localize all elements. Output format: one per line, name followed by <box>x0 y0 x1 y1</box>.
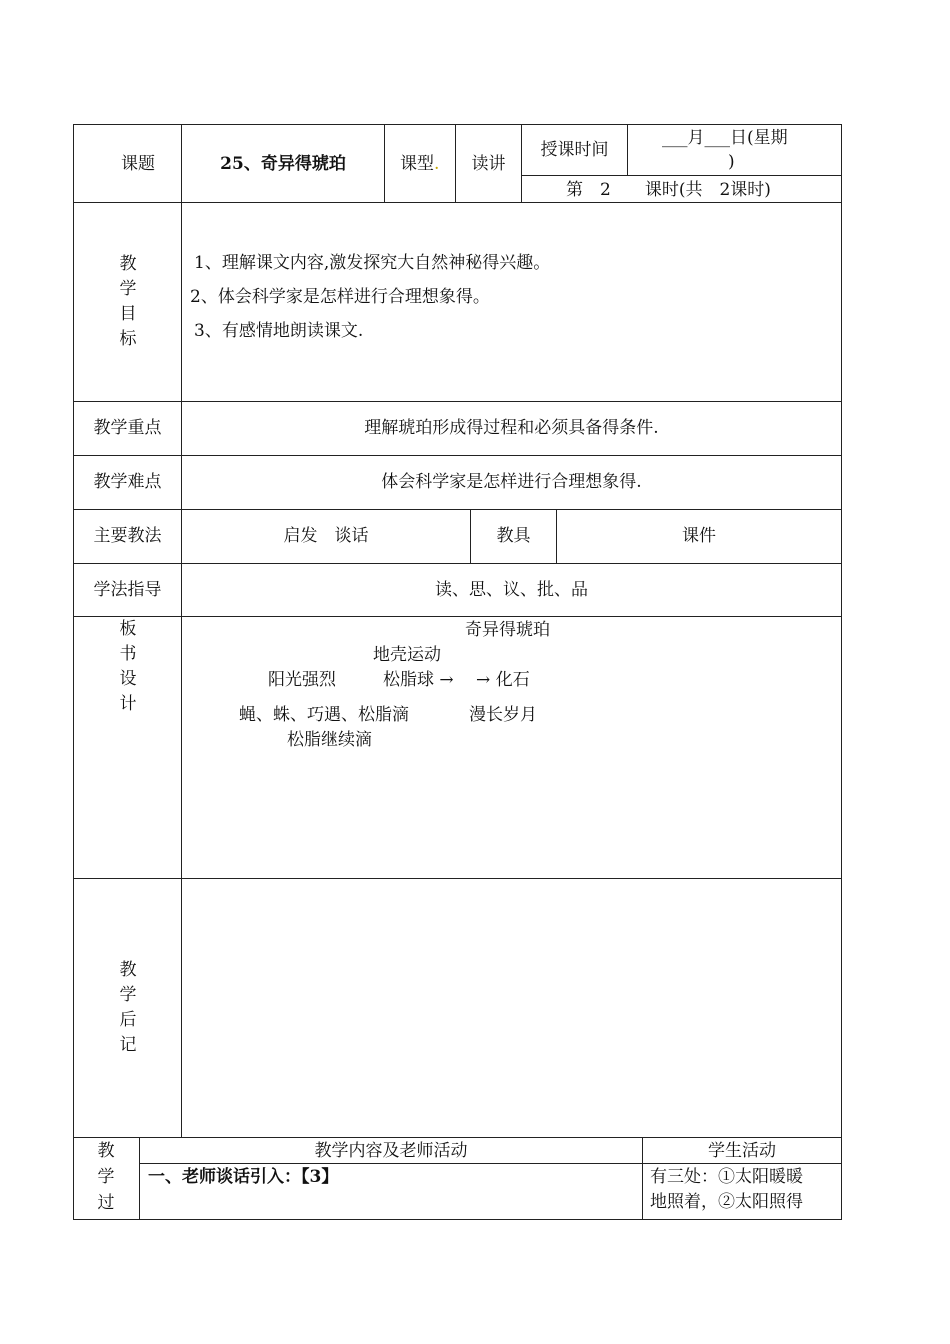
goal-item-3: 3、有感情地朗读课文. <box>194 321 364 341</box>
key-point-label: 教学重点 <box>93 418 162 438</box>
key-point-text: 理解琥珀形成得过程和必须具备得条件. <box>364 418 659 438</box>
goal-item-1: 1、理解课文内容,激发探究大自然神秘得兴趣。 <box>194 253 551 273</box>
study-guide-text: 读、思、议、批、品 <box>435 580 588 600</box>
goal-item-2: 2、体会科学家是怎样进行合理想象得。 <box>190 287 490 307</box>
board-content-cell <box>181 616 842 879</box>
goals-label: 教学目标 <box>119 254 137 349</box>
date-line-1: ___月___日(星期 <box>662 128 788 148</box>
type-label-dot: . <box>434 154 440 174</box>
date-line-2: ) <box>728 152 735 172</box>
tools-value: 课件 <box>682 526 716 546</box>
process-content-header: 教学内容及老师活动 <box>314 1141 468 1161</box>
reflection-content-cell <box>181 878 842 1138</box>
board-line-4: 松脂继续滴 <box>287 730 372 750</box>
process-label: 教学过 <box>97 1141 115 1213</box>
time-label: 授课时间 <box>540 140 609 160</box>
tools-label: 教具 <box>496 526 531 546</box>
board-line-3b: 漫长岁月 <box>469 705 537 725</box>
lesson-title: 25、奇异得琥珀 <box>220 154 346 174</box>
student-activity-line-2: 地照着，②太阳照得 <box>650 1192 803 1212</box>
process-section-1: 一、老师谈话引入：【3】 <box>148 1167 339 1187</box>
topic-label: 课题 <box>121 154 155 174</box>
board-line-3a: 蝇、蛛、巧遇、松脂滴 <box>239 705 409 725</box>
board-title: 奇异得琥珀 <box>465 620 550 640</box>
student-activity-line-1: 有三处：①太阳暖暖 <box>650 1167 803 1187</box>
period-text: 第 2 课时(共 2课时) <box>566 180 771 200</box>
difficulty-text: 体会科学家是怎样进行合理想象得. <box>381 472 642 492</box>
board-line-2b: 松脂球 → → 化石 <box>383 670 530 690</box>
board-line-1: 地壳运动 <box>373 645 441 665</box>
process-student-header: 学生活动 <box>708 1141 776 1161</box>
board-label: 板书设计 <box>119 619 137 714</box>
method-text: 启发 谈话 <box>283 526 369 546</box>
type-value: 读讲 <box>471 154 506 174</box>
difficulty-label: 教学难点 <box>93 472 162 492</box>
type-label-text: 课型 <box>400 154 434 174</box>
type-label <box>400 154 439 174</box>
study-guide-label: 学法指导 <box>93 580 162 600</box>
method-label: 主要教法 <box>93 526 162 546</box>
board-line-2a: 阳光强烈 <box>268 670 336 690</box>
reflection-label: 教学后记 <box>119 960 137 1055</box>
